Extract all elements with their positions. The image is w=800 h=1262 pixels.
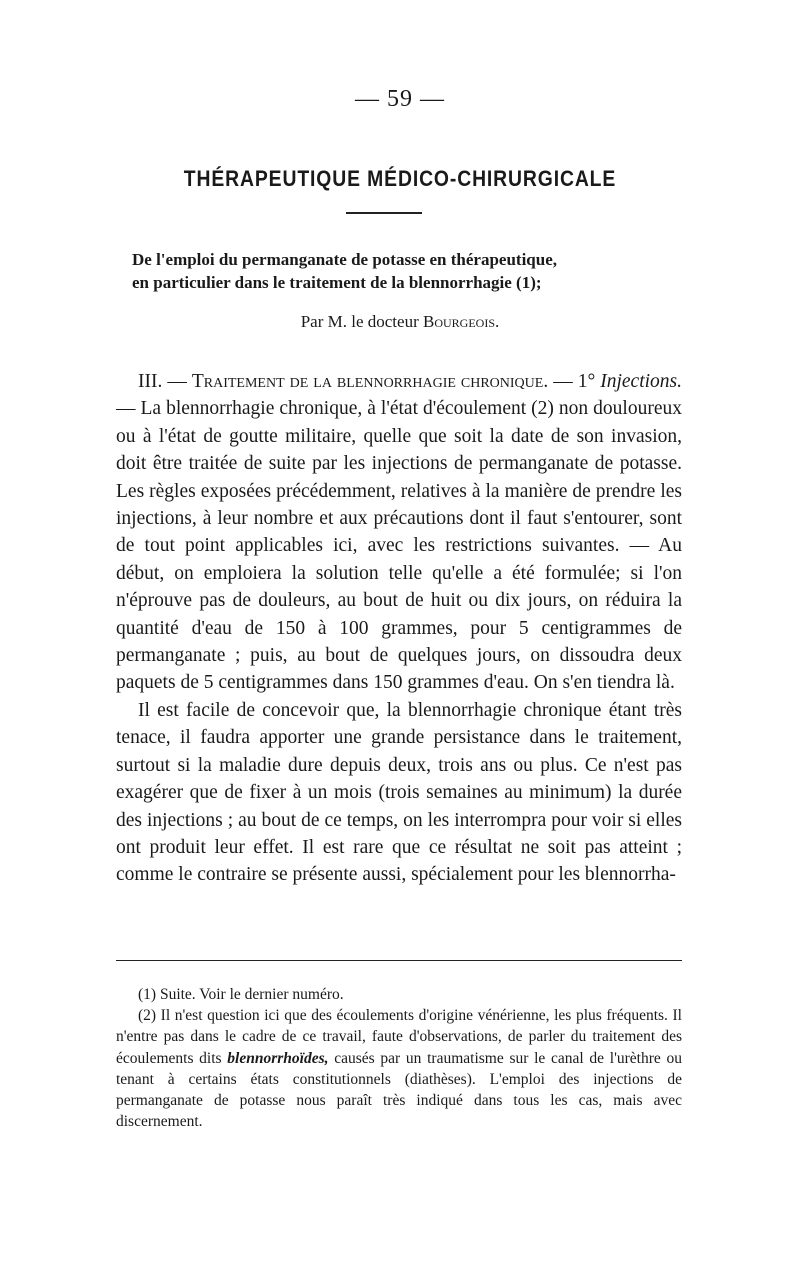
byline	[0, 312, 800, 332]
heading-divider	[346, 212, 422, 214]
author-name: Bourgeois.	[423, 312, 500, 331]
section-numeral: III. —	[138, 371, 192, 392]
section-heading: THÉRAPEUTIQUE MÉDICO-CHIRURGICALE	[183, 166, 617, 191]
subsection-prefix: — 1°	[548, 371, 601, 392]
article-title	[132, 248, 692, 294]
body-text	[116, 368, 682, 889]
footnote-2	[116, 1005, 682, 1132]
article-title-line-2: en particulier dans le traitement de la blennorrhagie (1);	[132, 273, 542, 292]
byline-prefix: Par M. le docteur	[300, 312, 419, 331]
paragraph-1	[116, 368, 682, 697]
footnote-1: (1) Suite. Voir le dernier numéro.	[138, 986, 344, 1003]
subsection-title: Injections.	[600, 371, 683, 392]
paragraph-1-text: — La blennorrhagie chronique, à l'état d'écoulement (2) non douloureux ou à l'état de goutte militaire, quelle que soit la date de son invasion, doit être traitée de suite par les injections de permanganate de potasse. Les règles exposées précédemment, relatives à la manière de prendre les injections, à leur nombre et aux précautions dont il faut s'entourer, sont de tout point applicables ici, avec les restrictions suivantes. — Au début, on emploiera la solution telle qu'elle a été formulée; si l'on n'éprouve pas de douleurs, au bout de huit ou dix jours, on réduira la quantité d'eau de 150 à 100 grammes, pour 5 centigrammes de permanganate ; puis, au bout de quelques jours, on dissoudra deux paquets de 5 centigrammes dans 150 grammes d'eau. On s'en tiendra là.	[116, 398, 682, 694]
paragraph-2: Il est facile de concevoir que, la blennorrhagie chronique étant très tenace, il faudra apporter une grande persistance dans le traitement, surtout si la maladie dure depuis deux, trois ans ou plus. Ce n'est pas exagérer que de fixer à un mois (trois semaines au minimum) la durée des injections ; au bout de ce temps, on les interrompra pour voir si elles ont produit leur effet. Il est rare que ce résultat ne soit pas atteint ; comme le contraire se présente aussi, spécialement pour les blennorrha-	[116, 699, 682, 886]
footnotes	[116, 984, 682, 1132]
article-title-line-1: De l'emploi du permanganate de potasse en thérapeutique,	[132, 250, 557, 269]
section-subheading: Traitement de la blennorrhagie chronique.	[191, 371, 549, 392]
footnote-2-term: blennorrhoïdes,	[227, 1049, 329, 1067]
footnote-divider	[116, 960, 682, 961]
page-number: — 59 —	[355, 86, 445, 112]
footnote-2-text-start: (2) Il n'est question ici que des écoulements d'origine vénérienne, les plus fréquents. Il n'entre pas dans le cadre de ce travail, faute d'observations, de parler du traitement des écoulements dits	[116, 1007, 682, 1067]
footnote-2-text-end: causés par un traumatisme sur le canal de l'urèthre ou tenant à certains états constitutionnels (diathèses). L'emploi des injections de permanganate de potasse nous paraît très indiqué dans tous les cas, mais avec discernement.	[116, 1049, 682, 1131]
